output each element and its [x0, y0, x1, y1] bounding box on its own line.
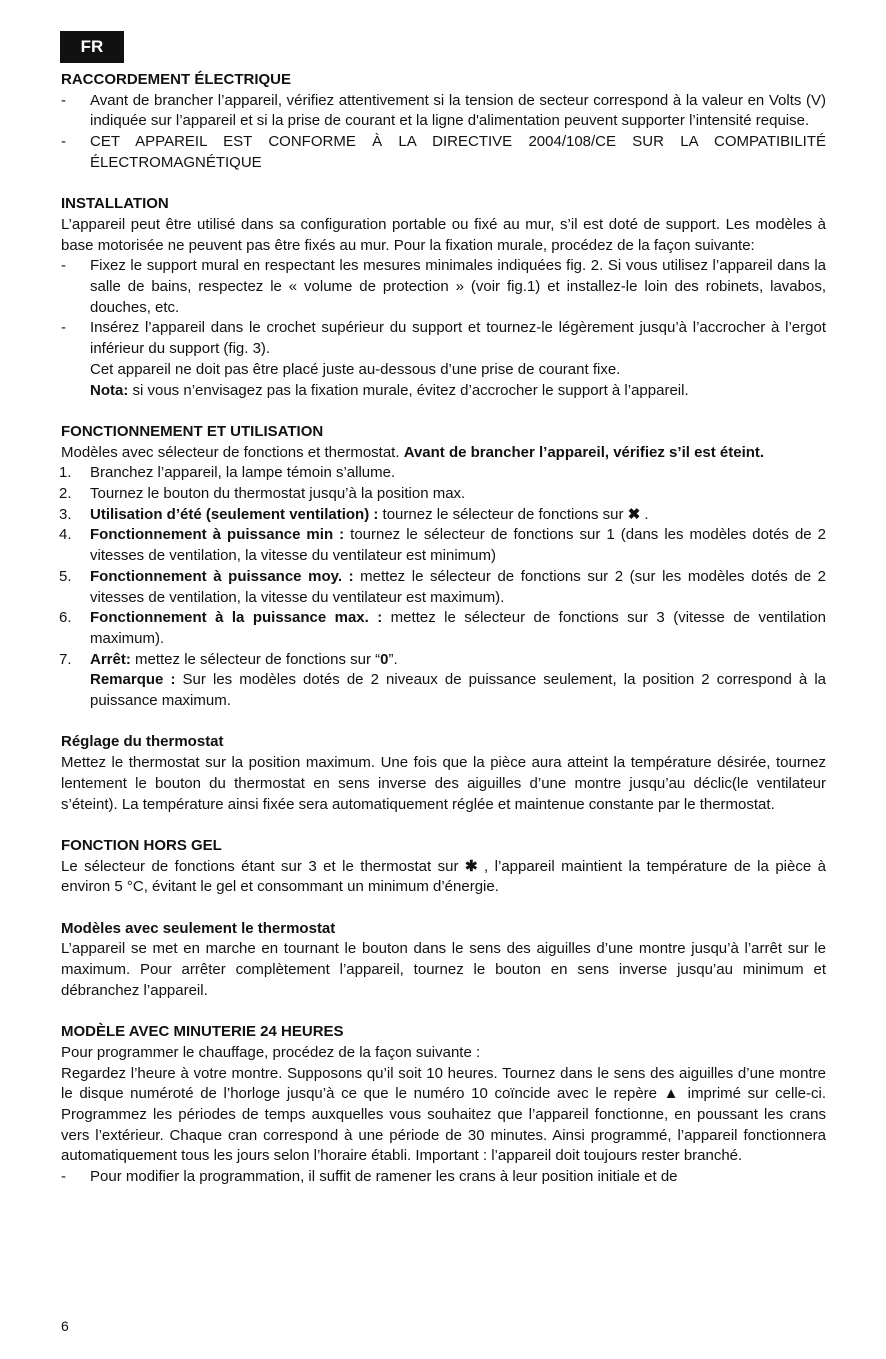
nota-line	[90, 381, 826, 402]
item-number: 5.	[59, 567, 72, 585]
item-bold: Fonctionnement à la puissance max. :	[90, 609, 383, 627]
paragraph-text: , l’appareil maintient la température de la pièce à environ 5 °C, évitant le gel et consommant un minimum d’énergie.	[61, 857, 827, 896]
section-operation	[61, 422, 826, 712]
item-bold: Utilisation d’été (seulement ventilation) :	[90, 505, 379, 523]
paragraph: Mettez le thermostat sur la position maximum. Une fois que la pièce aura atteint la température désirée, tournez lentement le bouton du thermostat en sens inverse des aiguilles d’une montre jusqu’au déclic(le ventilateur s’éteint). La température ainsi fixée sera automatiquement réglée et maintenue constante par le thermostat.	[61, 754, 826, 813]
bullet-list	[61, 1167, 826, 1188]
item-text: Insérez l’appareil dans le crochet supérieur du support et tournez-le légèrement jusqu’à l’accrocher à l’ergot inférieur du support (fig. 3).	[90, 319, 826, 358]
section-title: MODÈLE AVEC MINUTERIE 24 HEURES	[61, 1023, 344, 1041]
paragraph	[61, 443, 826, 464]
list-item	[61, 318, 826, 401]
item-number: 1.	[59, 464, 72, 482]
item-bold: Arrêt:	[90, 650, 131, 668]
list-item	[61, 567, 826, 608]
list-item	[61, 525, 826, 566]
bullet-list	[61, 91, 826, 174]
remarque-text: Sur les modèles dotés de 2 niveaux de puissance seulement, la position 2 correspond à la puissance maximum.	[90, 671, 826, 710]
item-text: Tournez le bouton du thermostat jusqu’à la position max.	[90, 485, 466, 503]
item-subline: Cet appareil ne doit pas être placé juste au-dessous d’une prise de courant fixe.	[90, 360, 621, 378]
triangle-marker-icon: ▲	[663, 1085, 682, 1103]
list-item	[61, 608, 826, 649]
paragraph: Pour programmer le chauffage, procédez de la façon suivante :	[61, 1043, 481, 1061]
paragraph: L’appareil se met en marche en tournant le bouton dans le sens des aiguilles d’une montre jusqu’à l’arrêt sur le maximum. Pour arrêter complètement l’appareil, tournez le bouton en sens inverse jusqu’au minimum et débranchez l’appareil.	[61, 940, 826, 999]
item-text: .	[640, 505, 649, 523]
list-item	[61, 650, 826, 712]
fan-icon: ✖	[627, 505, 641, 523]
remarque-label: Remarque :	[90, 671, 176, 689]
list-item	[61, 484, 826, 505]
item-text: mettez le sélecteur de fonctions sur “	[130, 650, 381, 668]
section-title: Réglage du thermostat	[61, 733, 224, 751]
paragraph	[61, 1064, 826, 1168]
intro-bold: Avant de brancher l’appareil, vérifiez s’il est éteint.	[403, 443, 765, 461]
intro-text: Modèles avec sélecteur de fonctions et thermostat.	[61, 443, 404, 461]
page-number: 6	[61, 1318, 69, 1334]
item-number: 7.	[59, 650, 72, 668]
section-electrical-connection	[61, 70, 826, 174]
section-thermostat	[61, 732, 826, 815]
item-text: ”.	[388, 650, 398, 668]
nota-label: Nota:	[90, 381, 129, 399]
section-installation	[61, 194, 826, 401]
section-title: RACCORDEMENT ÉLECTRIQUE	[61, 71, 292, 88]
item-bold: Fonctionnement à puissance moy. :	[90, 567, 354, 585]
list-item: - CET APPAREIL EST CONFORME À LA DIRECTIVE 2004/108/CE SUR LA COMPATIBILITÉ ÉLECTROMAGNÉTIQUE	[61, 132, 826, 173]
frost-icon: ✱	[464, 857, 478, 875]
list-item	[61, 505, 826, 526]
language-badge	[60, 31, 124, 63]
paragraph	[61, 857, 826, 898]
position-value: 0	[380, 650, 389, 668]
section-title: INSTALLATION	[61, 195, 169, 213]
item-number: 2.	[59, 485, 72, 503]
section-title: FONCTIONNEMENT ET UTILISATION	[61, 422, 324, 440]
remarque-line	[90, 670, 826, 711]
section-timer	[61, 1022, 826, 1188]
paragraph-text: Le sélecteur de fonctions étant sur 3 et le thermostat sur	[61, 857, 465, 875]
section-title: Modèles avec seulement le thermostat	[61, 919, 336, 937]
list-item: - Fixez le support mural en respectant les mesures minimales indiquées fig. 2. Si vous utilisez l’appareil dans la salle de bains, respectez le « volume de protection » (voir fig.1) et installez-le loin des robinets, lavabos, douches, etc.	[61, 256, 826, 318]
section-title: FONCTION HORS GEL	[61, 836, 222, 854]
section-frost-protection	[61, 836, 826, 898]
item-text: tournez le sélecteur de fonctions sur 1 (dans les modèles dotés de 2 vitesses de ventilation, la vitesse du ventilateur est minimum)	[90, 526, 827, 565]
item-number: 4.	[59, 526, 72, 544]
paragraph: L’appareil peut être utilisé dans sa configuration portable ou fixé au mur, s’il est doté de support. Les modèles à base motorisée ne peuvent pas être fixés au mur. Pour la fixation murale, procédez de la façon suivante:	[61, 215, 826, 254]
numbered-list	[61, 463, 826, 711]
item-text: tournez le sélecteur de fonctions sur	[378, 505, 628, 523]
item-text: Branchez l’appareil, la lampe témoin s’allume.	[90, 464, 396, 482]
item-text: mettez le sélecteur de fonctions sur 3 (vitesse de ventilation maximum).	[90, 609, 826, 647]
manual-content	[61, 70, 826, 1209]
bullet-list	[61, 256, 826, 401]
list-item	[61, 463, 826, 484]
language-code: FR	[80, 37, 104, 56]
item-number: 6.	[59, 609, 72, 627]
section-thermostat-only	[61, 919, 826, 1002]
item-text: mettez le sélecteur de fonctions sur 2 (sur les modèles dotés de 2 vitesses de ventilation, la vitesse du ventilateur est maximum).	[90, 567, 826, 606]
item-number: 3.	[59, 505, 72, 523]
paragraph-text: imprimé sur celle-ci. Programmez les périodes de temps auxquelles vous souhaitez que l’appareil fonctionne, en poussant les crans vers l’extérieur. Chaque cran correspond à une période de 30 minutes. Ainsi programmé, l’appareil fonctionnera automatiquement tous les jours selon l’horaire établi. Important : l’appareil doit toujours rester branché.	[61, 1085, 826, 1165]
paragraph-text: Regardez l’heure à votre montre. Supposons qu’il soit 10 heures. Tournez dans le sens des aiguilles d’une montre le disque numéroté de l’horloge jusqu’à ce que le numéro 10 coïncide avec le repère	[61, 1064, 826, 1103]
list-item: - Pour modifier la programmation, il suffit de ramener les crans à leur position initiale et de	[61, 1167, 826, 1188]
list-item: - Avant de brancher l’appareil, vérifiez attentivement si la tension de secteur correspond à la valeur en Volts (V) indiquée sur l’appareil et si la prise de courant et la ligne d'alimentation peuvent supporter l’intensité requise.	[61, 91, 826, 132]
item-bold: Fonctionnement à puissance min :	[90, 526, 345, 544]
nota-text: si vous n’envisagez pas la fixation murale, évitez d’accrocher le support à l’appareil.	[128, 381, 689, 399]
